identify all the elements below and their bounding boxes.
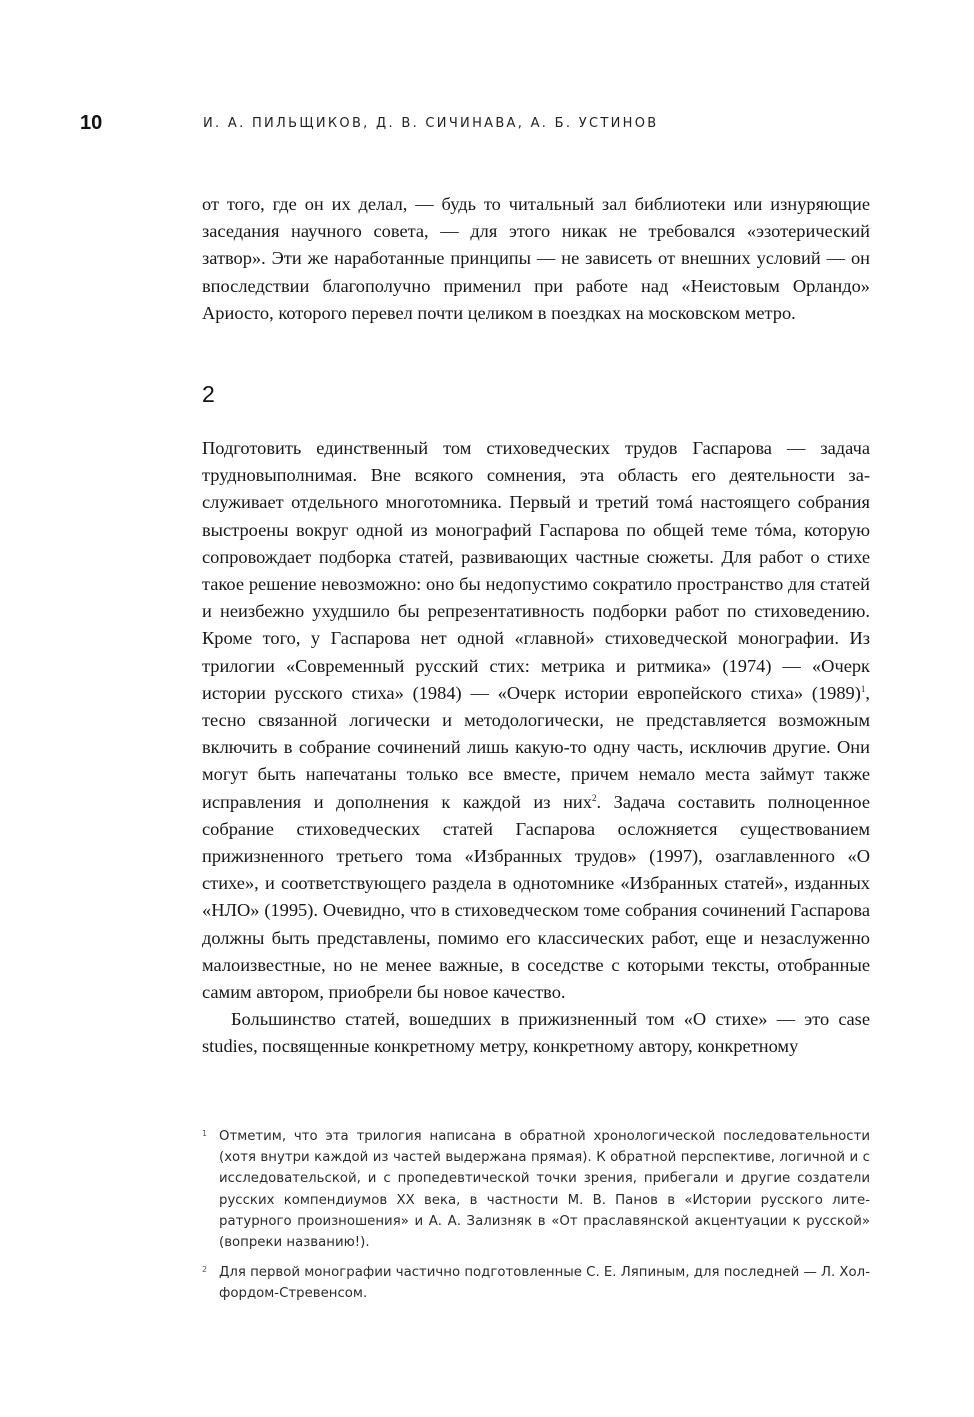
footnote [202, 1262, 870, 1304]
footnote [202, 1126, 870, 1253]
footnote-ref[interactable]: 2 [591, 792, 597, 803]
footnote-mark: 2 [202, 1265, 208, 1275]
paragraph-text: . Задача составить полноценное собрание стиховедческих статей Гаспарова осложняется существованием прижизненного третьего тома «Избранных трудов» (1997), озаглавленного «О стихе», и соответствующего раздела в однотомнике «Избранных статей», изданных «НЛО» (1995). Очевидно, что в стиховедческом томе собрания сочинений Гаспарова должны быть представлены, помимо его классических работ, еще и незаслуженно малоизвестные, но не менее важные, в соседстве с которыми тексты, отобранные самим автором, приобрели бы новое качество. [202, 791, 870, 1003]
paragraph: от того, где он их делал, — будь то читальный зал библиотеки или изнуряющие заседания научного совета, — для этого никак не требовался «эзотерический затвор». Эти же наработанные принципы — не зависеть от внешних условий — он впоследствии благополучно применил при работе над «Неистовым Орландо» Ариосто, которого перевел почти целиком в поездках на московском метро. [202, 194, 870, 323]
paragraph-text: , тесно связанной логически и методологически, не представляется возможным включить в собрание сочинений лишь какую-то одну часть, исключив другие. Они могут быть напечатаны только все вместе, причем немало места займут также исправления и дополнения к каждой из них [202, 682, 870, 812]
footnote-ref[interactable]: 1 [860, 683, 866, 694]
paragraph-text: Подготовить единственный том стиховедческих трудов Гаспарова — задача трудновыполнимая. Вне всякого сомнения, эта область его деятельности заслуживает отдельного многотомника. Первый и третий томá настоящего собрания выстроены вокруг одной из монографий Гаспарова по общей теме тóма, которую сопровождает подборка статей, развивающих частные сюжеты. Для работ о стихе такое решение невозможно: оно бы недопустимо сократило пространство для статей и неизбежно ухудшило бы репрезентативность подборки работ по стиховедению. Кроме того, у Гаспарова нет одной «главной» стиховедческой монографии. Из трилогии «Современный русский стих: метрика и ритмика» (1974) — «Очерк истории русского стиха» (1984) — «Очерк истории европейского стиха» (1989) [202, 438, 870, 703]
section-number: 2 [202, 381, 215, 407]
footnote-text: Для первой монографии частично подготовленные С. Е. Ляпиным, для последней — Л. Холфордом-Стревенсом. [219, 1265, 870, 1302]
section-1-continuation [202, 191, 870, 327]
paragraph: Большинство статей, вошедших в прижизненный том «О стихе» — это case studies, посвященные конкретному метру, конкретному автору, конкретному [202, 1009, 870, 1057]
section-2-body [202, 435, 870, 1061]
footnote-text: Отметим, что эта трилогия написана в обратной хронологической последовательности (хотя внутри каждой из частей выдержана прямая). К обратной перспективе, логичной и с исследовательской, и с пропедевтической точки зрения, прибегали и другие создатели русских компендиумов XX века, в частности М. В. Панов в «Истории русского литературного произношения» и А. А. Зализняк в «От праславянской акцентуации к русской» (вопреки названию!). [219, 1129, 870, 1251]
footnote-mark: 1 [202, 1129, 208, 1138]
footnotes [202, 1126, 870, 1314]
page-number: 10 [80, 112, 103, 134]
paragraph [202, 435, 870, 1006]
running-head: И. А. ПИЛЬЩИКОВ, Д. В. СИЧИНАВА, А. Б. УСТИНОВ [203, 116, 659, 131]
